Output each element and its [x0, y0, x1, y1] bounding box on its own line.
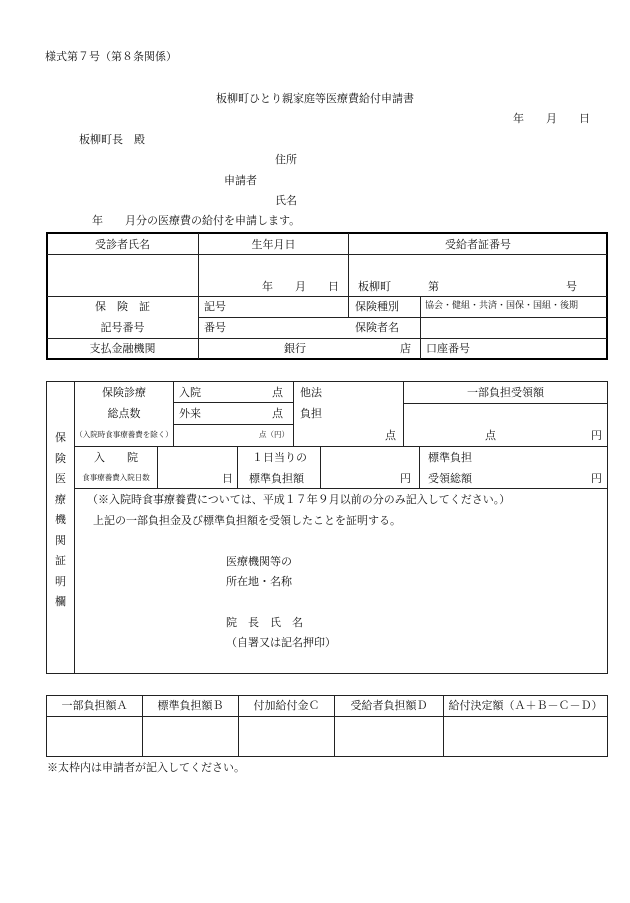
footer-note: ※太枠内は申請者が記入してください。 [47, 761, 245, 774]
insurer-name-label: 保険者名 [355, 321, 399, 334]
summary-header-c: 付加給付金Ｃ [253, 699, 320, 712]
partial-received-points-unit[interactable]: 点 [485, 429, 496, 442]
insurance-type-label: 保険種別 [355, 300, 399, 313]
side-label-char: 明 [55, 574, 66, 588]
total-points-label-1: 保険診療 [102, 386, 146, 399]
certification-text: 上記の一部負担金及び標準負担額を受領したことを証明する。 [93, 514, 401, 527]
name-label: 氏名 [275, 194, 297, 207]
address-label: 住所 [275, 153, 297, 166]
town-label: 板柳町 [358, 280, 391, 293]
request-text: 年 月分の医療費の給付を申請します。 [92, 214, 301, 227]
director-name-label: 院 長 氏 名 [226, 616, 303, 629]
patient-name-header: 受診者氏名 [95, 238, 150, 251]
std-total-label-1: 標準負担 [428, 451, 472, 464]
kigou-bangou-label: 記号番号 [100, 321, 145, 334]
daily-std-label-2: 標準負担額 [249, 472, 304, 485]
recipient-cert-header: 受給者証番号 [445, 238, 511, 251]
side-label-char: 医 [55, 472, 66, 485]
account-number-field[interactable]: 口座番号 [426, 342, 470, 355]
bangou-field[interactable]: 番号 [204, 321, 226, 334]
signature-note: （自署又は記名押印） [226, 636, 336, 649]
total-points-note: （入院時食事療養費を除く） [75, 430, 173, 439]
inpatient-points-unit[interactable]: 点 [272, 386, 283, 399]
summary-cell-total[interactable] [444, 717, 607, 756]
bank-field[interactable]: 銀行 [284, 342, 306, 355]
summary-cell-d[interactable] [335, 717, 443, 756]
daily-std-yen-unit[interactable]: 円 [400, 472, 411, 485]
summary-header-a: 一部負担額Ａ [61, 699, 128, 712]
birthdate-field[interactable]: 年 月 日 [262, 280, 339, 293]
side-label-char: 関 [55, 533, 66, 547]
insurance-type-options[interactable]: 協会・健組・共済・国保・国組・後期 [425, 301, 579, 311]
form-number: 様式第７号（第８条関係） [45, 50, 177, 63]
side-label-char: 療 [55, 492, 66, 506]
other-law-label-1: 他法 [300, 386, 322, 399]
days-unit[interactable]: 日 [222, 472, 233, 485]
summary-header-b: 標準負担額Ｂ [157, 699, 224, 712]
hospitalization-label: 入 院 [94, 451, 138, 464]
side-label-char: 保 [55, 431, 66, 444]
summary-header-d: 受給者負担額Ｄ [350, 699, 428, 712]
birthdate-header: 生年月日 [251, 238, 296, 251]
points-yen-unit[interactable]: 点（円） [259, 430, 289, 439]
partial-received-header: 一部負担受領額 [467, 386, 544, 399]
meal-days-label: 食事療養費入院日数 [82, 473, 150, 482]
application-date[interactable]: 年 月 日 [513, 112, 590, 125]
outpatient-points-unit[interactable]: 点 [272, 407, 283, 420]
insurance-cert-label: 保 険 証 [95, 300, 150, 313]
financial-institution-label: 支払金融機関 [89, 342, 156, 355]
institution-label-1: 医療機関等の [226, 555, 292, 568]
std-total-yen-unit[interactable]: 円 [591, 472, 602, 485]
cert-gou-label: 号 [566, 280, 577, 293]
other-law-points-unit[interactable]: 点 [385, 429, 396, 442]
partial-received-yen-unit[interactable]: 円 [591, 429, 602, 442]
form-title: 板柳町ひとり親家庭等医療費給付申請書 [216, 92, 414, 105]
cert-dai-label: 第 [428, 280, 439, 293]
summary-cell-b[interactable] [143, 717, 238, 756]
other-law-label-2: 負担 [300, 407, 322, 420]
std-total-label-2: 受領総額 [428, 472, 472, 485]
summary-cell-a[interactable] [47, 717, 142, 756]
summary-header-total: 給付決定額（Ａ＋Ｂ－Ｃ－Ｄ） [448, 699, 603, 712]
outpatient-label: 外来 [179, 407, 201, 420]
side-label-char: 欄 [55, 595, 66, 608]
branch-field[interactable]: 店 [400, 342, 411, 355]
side-label-char: 証 [55, 554, 66, 567]
side-label-char: 険 [55, 451, 66, 465]
inpatient-label: 入院 [179, 386, 201, 399]
total-points-label-2: 総点数 [107, 407, 141, 420]
addressee: 板柳町長 殿 [79, 133, 145, 146]
kigou-field[interactable]: 記号 [204, 300, 226, 313]
applicant-label: 申請者 [224, 174, 257, 187]
institution-label-2: 所在地・名称 [226, 575, 292, 588]
daily-std-label-1: １日当りの [252, 451, 307, 464]
meal-note: （※入院時食事療養費については、平成１７年９月以前の分のみ記入してください。） [87, 493, 511, 506]
summary-cell-c[interactable] [239, 717, 334, 756]
side-label-char: 機 [55, 513, 66, 526]
